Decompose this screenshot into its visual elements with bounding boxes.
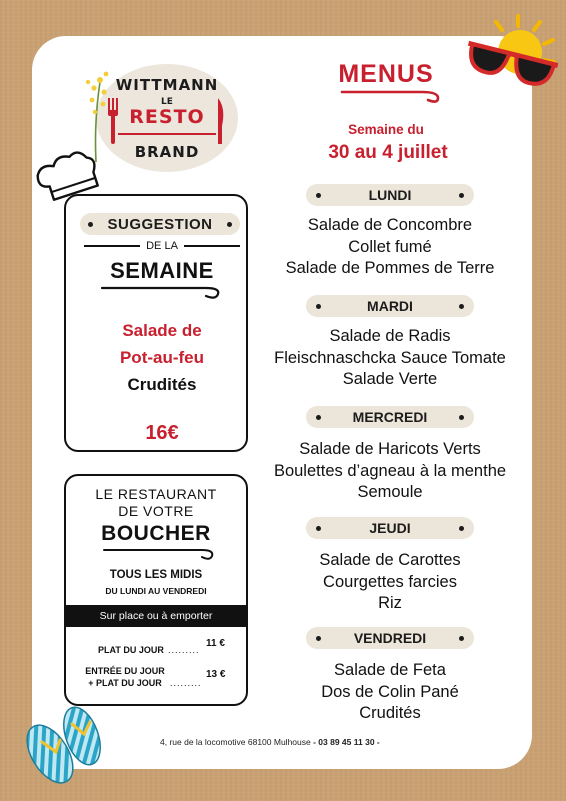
bullet-dot [88, 222, 93, 227]
logo-le-text: LE [161, 97, 173, 107]
logo-top-text: WITTMANN [115, 76, 219, 94]
bullet-dot [459, 526, 464, 531]
leader-dots: ......... [168, 645, 200, 655]
day-label: LUNDI [368, 187, 412, 203]
offer-price: 11 € [206, 638, 225, 649]
suggestion-price: 16€ [145, 422, 179, 444]
day-label: JEUDI [369, 520, 411, 536]
bullet-dot [459, 415, 464, 420]
dish-item: Salade de Carottes [319, 551, 461, 569]
day-label: VENDREDI [353, 630, 427, 646]
suggestion-dish-line1: Salade de [122, 321, 202, 340]
suggestion-dish-line3: Crudités [127, 375, 197, 394]
boucher-days: DU LUNDI AU VENDREDI [105, 586, 207, 596]
dish-item: Dos de Colin Pané [321, 682, 459, 701]
dish-item: Salade de Pommes de Terre [285, 259, 495, 277]
bullet-dot [459, 636, 464, 641]
offer-price: 13 € [206, 669, 226, 680]
week-dates: 30 au 4 juillet [328, 142, 448, 163]
knife-icon [218, 98, 223, 144]
week-label: Semaine du [348, 122, 424, 137]
bullet-dot [459, 193, 464, 198]
logo-bottom-text: BRAND [134, 143, 200, 161]
dish-item: Collet fumé [348, 237, 432, 256]
day-header-vendredi [306, 627, 474, 649]
connector-text: DE LA [146, 240, 178, 252]
bullet-dot [316, 415, 321, 420]
dish-item: Semoule [357, 483, 423, 501]
leader-dots: ......... [170, 678, 202, 688]
dish-item: Riz [378, 594, 402, 612]
offer-label: PLAT DU JOUR [98, 645, 164, 655]
dish-item: Boulettes d’agneau à la menthe [273, 461, 507, 480]
day-dishes-vendredi [254, 660, 526, 725]
suggestion-dish-line2: Pot-au-feu [119, 348, 205, 367]
dish-item: Salade de Concombre [307, 216, 473, 234]
dish-item: Salade de Radis [329, 327, 451, 345]
dish-item: Courgettes farcies [323, 572, 457, 591]
logo-resto-text: RESTO [129, 106, 205, 128]
footer-contact [160, 737, 450, 747]
boucher-line1: LE RESTAURANT [95, 486, 217, 502]
suggestion-connector [84, 240, 240, 252]
title-underline-swash [338, 84, 450, 106]
day-dishes-mercredi [254, 439, 526, 504]
suggestion-week-title: SEMAINE [110, 258, 214, 283]
dish-item: Salade de Haricots Verts [299, 440, 481, 458]
fork-icon [108, 98, 118, 144]
day-header-mardi [306, 295, 474, 317]
footer-address: 4, rue de la locomotive 68100 Mulhouse [160, 737, 311, 747]
day-label: MERCREDI [352, 409, 428, 425]
suggestion-header [80, 213, 240, 235]
dish-item: Crudités [359, 704, 421, 722]
day-dishes-jeudi [254, 550, 526, 615]
bullet-dot [316, 636, 321, 641]
footer-phone: - 03 89 45 11 30 - [313, 737, 380, 747]
menus-title: MENUS [338, 60, 434, 88]
bullet-dot [316, 304, 321, 309]
bullet-dot [316, 526, 321, 531]
day-label: MARDI [367, 298, 413, 314]
dish-item: Salade de Feta [334, 661, 446, 679]
service-banner: Sur place ou à emporter [66, 605, 246, 627]
day-dishes-lundi [254, 215, 526, 280]
boucher-title: BOUCHER [101, 522, 211, 545]
offer-label-2: + PLAT DU JOUR [88, 678, 162, 688]
bullet-dot [459, 304, 464, 309]
day-header-mercredi [306, 406, 474, 428]
boucher-line2: DE VOTRE [118, 503, 194, 519]
bullet-dot [316, 193, 321, 198]
suggestion-label: SUGGESTION [107, 215, 213, 233]
boucher-midis: TOUS LES MIDIS [109, 569, 203, 581]
offer-label: ENTRÉE DU JOUR [85, 666, 165, 676]
boucher-underline-swash [98, 544, 220, 564]
cutlery-icons [104, 98, 230, 146]
day-header-jeudi [306, 517, 474, 539]
dish-item: Salade Verte [342, 370, 438, 388]
divider-line [184, 245, 240, 247]
bullet-dot [227, 222, 232, 227]
sun-sunglasses-decoration [460, 12, 560, 104]
week-underline-swash [96, 282, 228, 304]
divider-line [84, 245, 140, 247]
flip-flops-icon [16, 696, 108, 790]
day-dishes-mardi [254, 326, 526, 391]
day-header-lundi [306, 184, 474, 206]
dish-item: Fleischnaschcka Sauce Tomate [274, 348, 506, 367]
